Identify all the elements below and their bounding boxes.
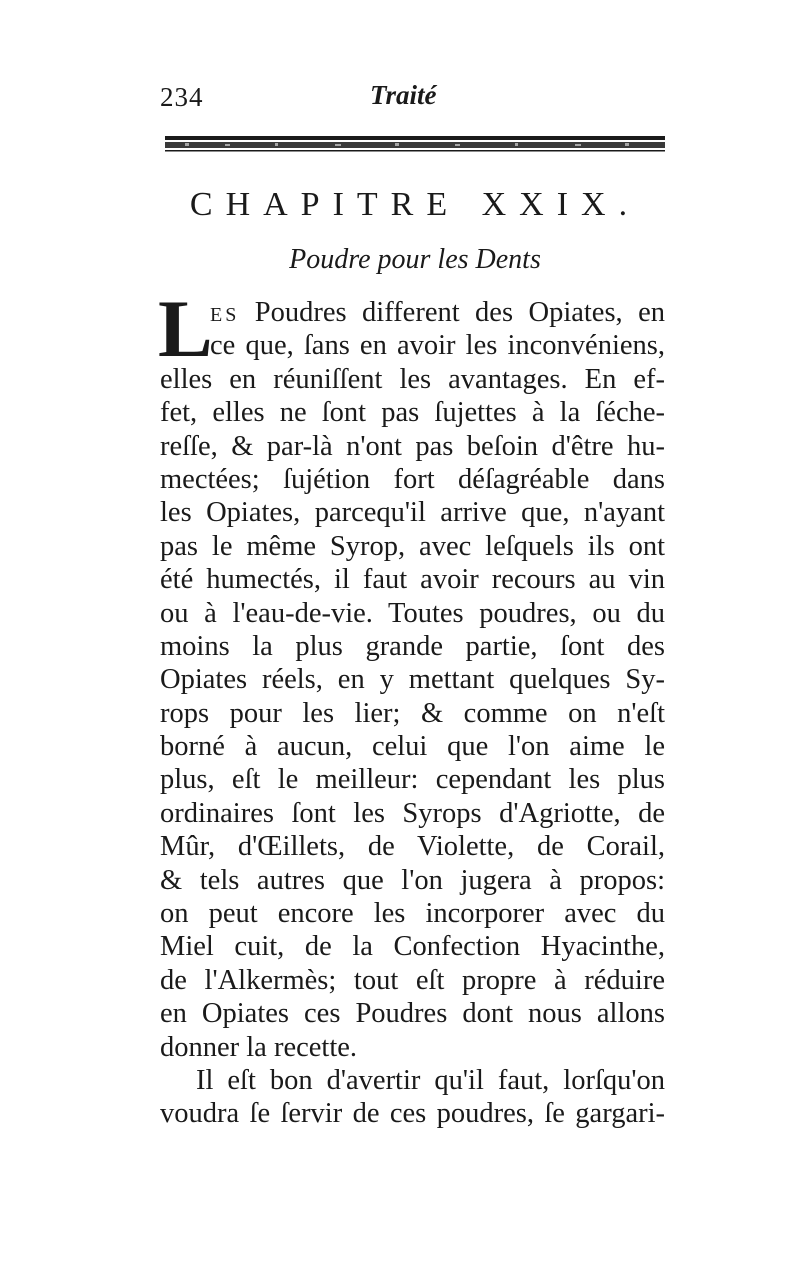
text-line: en Opiates ces Poudres dont nous allons [160,998,665,1030]
ornamental-rule [165,134,665,154]
section-title: Poudre pour les Dents [289,244,541,275]
text-line: Il eſt bon d'avertir qu'il faut, lorſqu'on [196,1064,665,1096]
text-line: mectées; ſujétion fort déſagréable dans [160,463,665,495]
body-text [158,283,665,1131]
text-line: les Opiates, parcequ'il arrive que, n'ayant [160,497,665,529]
text-line: donner la recette. [160,1031,358,1063]
text-line: rops pour les lier; & comme on n'eſt [160,697,665,729]
text-line: reſſe, & par-là n'ont pas beſoin d'être hu- [160,430,665,462]
text-line: été humectés, il faut avoir recours au vin [160,564,665,596]
text-line: fet, elles ne ſont pas ſujettes à la ſéche- [160,397,665,429]
text-line: & tels autres que l'on jugera à propos: [160,864,665,896]
text-line-content: Poudres different des Opiates, en [239,297,665,328]
text-line: moins la plus grande partie, ſont des [160,630,665,662]
text-line: plus, eſt le meilleur: cependant les plus [160,764,665,796]
page-number: 234 [160,82,204,112]
text-line: Mûr, d'Œillets, de Violette, de Corail, [160,831,665,863]
text-line: Opiates réels, en y mettant quelques Sy- [160,664,665,696]
running-head [160,82,670,122]
text-line [160,296,665,329]
text-line: pas le même Syrop, avec leſquels ils ont [160,530,665,562]
text-line: borné à aucun, celui que l'on aime le [160,731,665,763]
first-word-smallcaps: ES [210,304,240,326]
text-line: Miel cuit, de la Confection Hyacinthe, [160,931,665,963]
chapter-heading: CHAPITRE XXIX. [189,186,641,223]
text-line: ordinaires ſont les Syrops d'Agriotte, de [160,797,665,829]
text-line: ce que, ſans en avoir les inconvéniens, [210,330,665,362]
text-line: voudra ſe ſervir de ces poudres, ſe gargari- [160,1098,665,1130]
text-line: elles en réuniſſent les avantages. En ef- [160,363,665,395]
drop-cap: L [158,283,213,374]
running-title: Traité [370,80,437,110]
text-line: de l'Alkermès; tout eſt propre à réduire [160,964,665,996]
text-line: ou à l'eau-de-vie. Toutes poudres, ou du [160,597,665,629]
text-line: on peut encore les incorporer avec du [160,898,665,930]
